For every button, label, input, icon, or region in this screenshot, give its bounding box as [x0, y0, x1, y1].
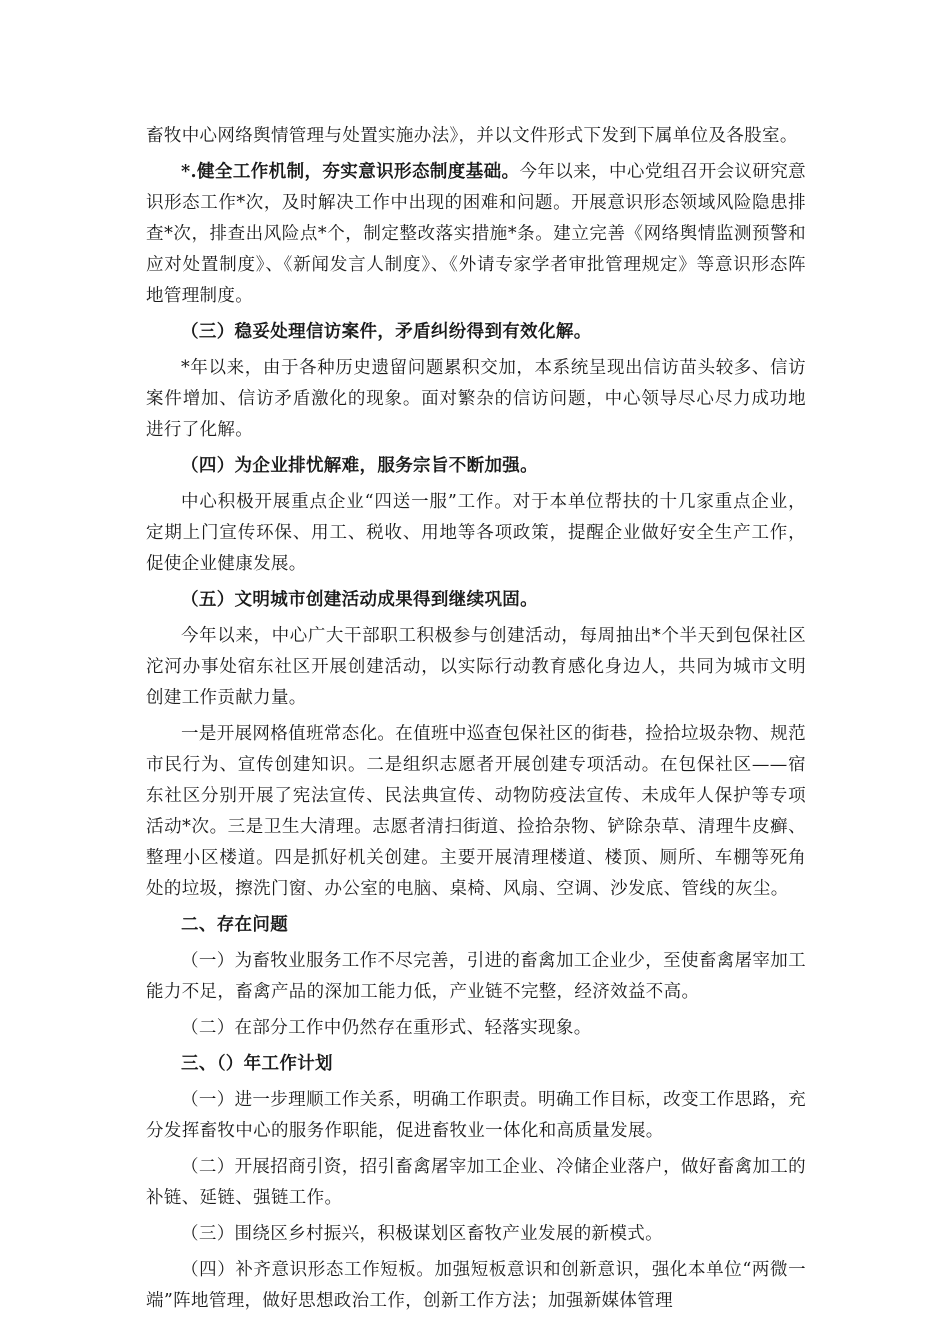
paragraph-lead: *.健全工作机制，夯实意识形态制度基础。 [181, 162, 520, 182]
paragraph-work-mechanism [146, 157, 806, 312]
paragraph-problem-2: （二）在部分工作中仍然存在重形式、轻落实现象。 [181, 1018, 592, 1038]
section-heading-3: （三）稳妥处理信访案件，矛盾纠纷得到有效化解。 [181, 322, 592, 342]
paragraph-plan-1: （一）进一步理顺工作关系，明确工作职责。明确工作目标，改变工作思路，充分发挥畜牧中心的服务作职能，促进畜牧业一体化和高质量发展。 [146, 1090, 806, 1141]
paragraph-civilization: 今年以来，中心广大干部职工积极参与创建活动，每周抽出*个半天到包保社区沱河办事处宿东社区开展创建活动，以实际行动教育感化身边人，共同为城市文明创建工作贡献力量。 [146, 626, 806, 708]
paragraph-continuation: 畜牧中心网络舆情管理与处置实施办法》，并以文件形式下发到下属单位及各股室。 [146, 126, 798, 146]
section-heading-5: （五）文明城市创建活动成果得到继续巩固。 [181, 590, 538, 610]
section-heading-plan: 三、（）年工作计划 [181, 1054, 333, 1074]
section-heading-4: （四）为企业排忧解难，服务宗旨不断加强。 [181, 456, 538, 476]
paragraph-activities: 一是开展网格值班常态化。在值班中巡查包保社区的街巷，捡拾垃圾杂物、规范市民行为、宣传创建知识。二是组织志愿者开展创建专项活动。在包保社区——宿东社区分别开展了宪法宣传、民法典宣传、动物防疫法宣传、未成年人保护等专项活动*次。三是卫生大清理。志愿者清扫街道、捡拾杂物、铲除杂草、清理牛皮癣、整理小区楼道。四是抓好机关创建。主要开展清理楼道、楼顶、厕所、车棚等死角处的垃圾，擦洗门窗、办公室的电脑、桌椅、风扇、空调、沙发底、管线的灰尘。 [146, 724, 806, 899]
section-heading-problems: 二、存在问题 [181, 915, 289, 935]
paragraph-petition: *年以来，由于各种历史遗留问题累积交加，本系统呈现出信访苗头较多、信访案件增加、信访矛盾激化的现象。面对繁杂的信访问题，中心领导尽心尽力成功地进行了化解。 [146, 358, 806, 440]
paragraph-problem-1: （一）为畜牧业服务工作不尽完善，引进的畜禽加工企业少，至使畜禽屠宰加工能力不足，畜禽产品的深加工能力低，产业链不完整，经济效益不高。 [146, 951, 806, 1002]
document-page [146, 121, 806, 1322]
paragraph-plan-4: （四）补齐意识形态工作短板。加强短板意识和创新意识，强化本单位“两微一端”阵地管理，做好思想政治工作，创新工作方法；加强新媒体管理 [146, 1260, 806, 1311]
paragraph-body: 今年以来，中心党组召开会议研究意识形态工作*次，及时解决工作中出现的困难和问题。开展意识形态领域风险隐患排查*次，排查出风险点*个，制定整改落实措施*条。建立完善《网络舆情监测预警和应对处置制度》、《新闻发言人制度》、《外请专家学者审批管理规定》等意识形态阵地管理制度。 [146, 162, 806, 306]
paragraph-plan-3: （三）围绕区乡村振兴，积极谋划区畜牧产业发展的新模式。 [181, 1224, 663, 1244]
paragraph-plan-2: （二）开展招商引资，招引畜禽屠宰加工企业、冷储企业落户，做好畜禽加工的补链、延链、强链工作。 [146, 1157, 806, 1208]
paragraph-enterprise: 中心积极开展重点企业“四送一服”工作。对于本单位帮扶的十几家重点企业，定期上门宣传环保、用工、税收、用地等各项政策，提醒企业做好安全生产工作，促使企业健康发展。 [146, 492, 806, 574]
